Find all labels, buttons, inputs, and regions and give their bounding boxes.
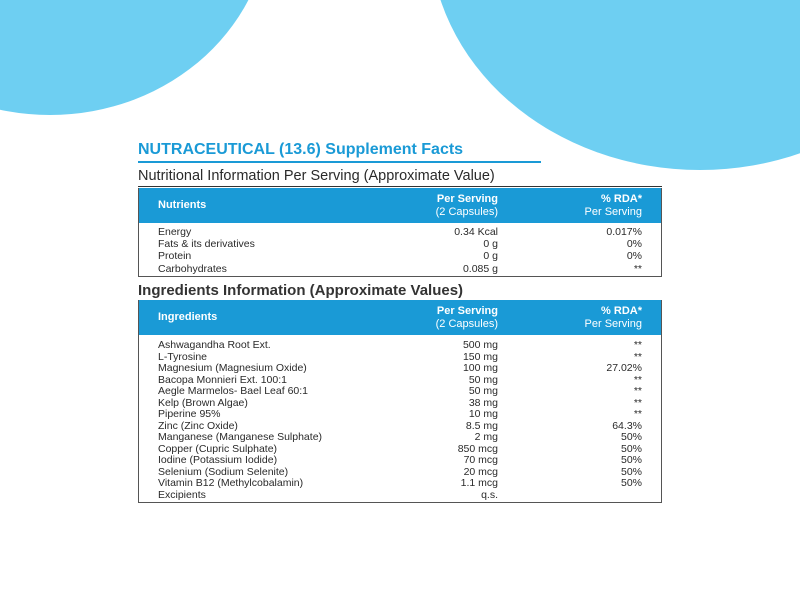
row-rda: ** — [633, 339, 642, 351]
rda-column-header — [585, 193, 642, 219]
capsules-label: (2 Capsules) — [435, 318, 498, 330]
table-row — [139, 409, 661, 421]
row-name: Manganese (Manganese Sulphate) — [158, 431, 323, 443]
table-row — [139, 340, 661, 352]
ingredients-heading: Ingredients Information (Approximate Values) — [138, 282, 464, 299]
rda-label: % RDA* — [601, 305, 642, 317]
row-name: Aegle Marmelos- Bael Leaf 60:1 — [158, 385, 308, 397]
row-name: Zinc (Zinc Oxide) — [158, 419, 238, 432]
row-rda: 27.02% — [606, 362, 642, 374]
row-name: Ashwagandha Root Ext. — [158, 339, 271, 351]
row-name: Energy — [158, 226, 192, 238]
row-rda: 0% — [626, 238, 642, 251]
row-per-serving: 50 mg — [468, 385, 498, 397]
row-per-serving: q.s. — [481, 488, 498, 501]
row-per-serving: 0.085 g — [462, 262, 498, 275]
row-per-serving: 1.1 mcg — [460, 477, 498, 489]
table-row — [139, 263, 661, 275]
row-per-serving: 50 mg — [468, 373, 498, 386]
row-per-serving: 2 mg — [474, 431, 498, 443]
nutrition-rows — [139, 223, 661, 275]
row-per-serving: 70 mcg — [463, 454, 498, 466]
row-per-serving: 10 mg — [468, 408, 498, 420]
row-rda: ** — [633, 262, 642, 275]
row-rda: ** — [633, 408, 642, 420]
row-rda: 50% — [620, 431, 642, 443]
row-name: Selenium (Sodium Selenite) — [158, 465, 289, 478]
row-per-serving: 150 mg — [462, 350, 498, 363]
row-per-serving: 20 mcg — [463, 465, 498, 478]
row-name: Copper (Cupric Sulphate) — [158, 442, 278, 455]
table-row — [139, 226, 661, 238]
table-row — [139, 455, 661, 467]
row-rda: 50% — [620, 465, 642, 478]
nutrients-column-header: Nutrients — [158, 199, 207, 211]
nutrition-heading-rule — [138, 186, 662, 187]
capsules-label: (2 Capsules) — [435, 206, 498, 218]
per-serving-column-header — [436, 193, 498, 219]
row-rda: 50% — [620, 477, 642, 489]
row-name: Iodine (Potassium Iodide) — [158, 454, 278, 466]
table-row — [139, 386, 661, 398]
nutrition-table — [138, 188, 662, 277]
row-rda: 50% — [620, 442, 642, 455]
row-name: Carbohydrates — [158, 262, 227, 275]
row-per-serving: 0 g — [483, 250, 498, 263]
row-per-serving: 0 g — [483, 238, 498, 251]
row-name: Fats & its derivatives — [158, 238, 255, 251]
row-rda: 0% — [626, 250, 642, 263]
row-name: Protein — [158, 250, 192, 263]
table-row — [139, 432, 661, 444]
decorative-blob-right — [430, 0, 800, 170]
table-row — [139, 478, 661, 490]
table-row — [139, 238, 661, 250]
row-rda: 64.3% — [612, 419, 642, 432]
row-rda: 0.017% — [606, 226, 642, 238]
row-per-serving: 0.34 Kcal — [454, 226, 498, 238]
rda-per-serving-label: Per Serving — [584, 206, 642, 218]
row-per-serving: 850 mcg — [457, 442, 498, 455]
row-per-serving: 8.5 mg — [465, 419, 498, 432]
ingredients-table-header — [139, 300, 661, 335]
rda-per-serving-label: Per Serving — [584, 318, 642, 330]
table-row — [139, 363, 661, 375]
rda-column-header — [585, 305, 642, 331]
nutrition-table-header — [139, 188, 661, 223]
nutrition-heading: Nutritional Information Per Serving (Approximate Value) — [138, 168, 495, 184]
row-rda: ** — [633, 350, 642, 363]
row-name: Magnesium (Magnesium Oxide) — [158, 362, 307, 374]
row-name: Excipients — [158, 488, 206, 501]
row-name: Kelp (Brown Algae) — [158, 396, 248, 409]
row-per-serving: 500 mg — [462, 339, 498, 351]
ingredients-table — [138, 300, 662, 503]
ingredients-rows — [139, 335, 661, 501]
decorative-blob-left — [0, 0, 270, 115]
per-serving-column-header — [436, 305, 498, 331]
page-title: NUTRACEUTICAL (13.6) Supplement Facts — [138, 141, 464, 158]
row-name: L-Tyrosine — [158, 350, 208, 363]
row-rda: ** — [633, 385, 642, 397]
row-rda: ** — [633, 373, 642, 386]
row-name: Piperine 95% — [158, 408, 221, 420]
row-rda: ** — [633, 396, 642, 409]
row-name: Vitamin B12 (Methylcobalamin) — [158, 477, 304, 489]
row-rda: 50% — [620, 454, 642, 466]
table-row — [139, 250, 661, 262]
per-serving-label: Per Serving — [436, 305, 498, 317]
row-per-serving: 38 mg — [468, 396, 498, 409]
per-serving-label: Per Serving — [436, 193, 498, 205]
table-row — [139, 490, 661, 502]
ingredients-column-header: Ingredients — [158, 311, 218, 323]
row-per-serving: 100 mg — [462, 362, 498, 374]
title-underline — [138, 161, 541, 163]
rda-label: % RDA* — [601, 193, 642, 205]
row-name: Bacopa Monnieri Ext. 100:1 — [158, 373, 287, 386]
